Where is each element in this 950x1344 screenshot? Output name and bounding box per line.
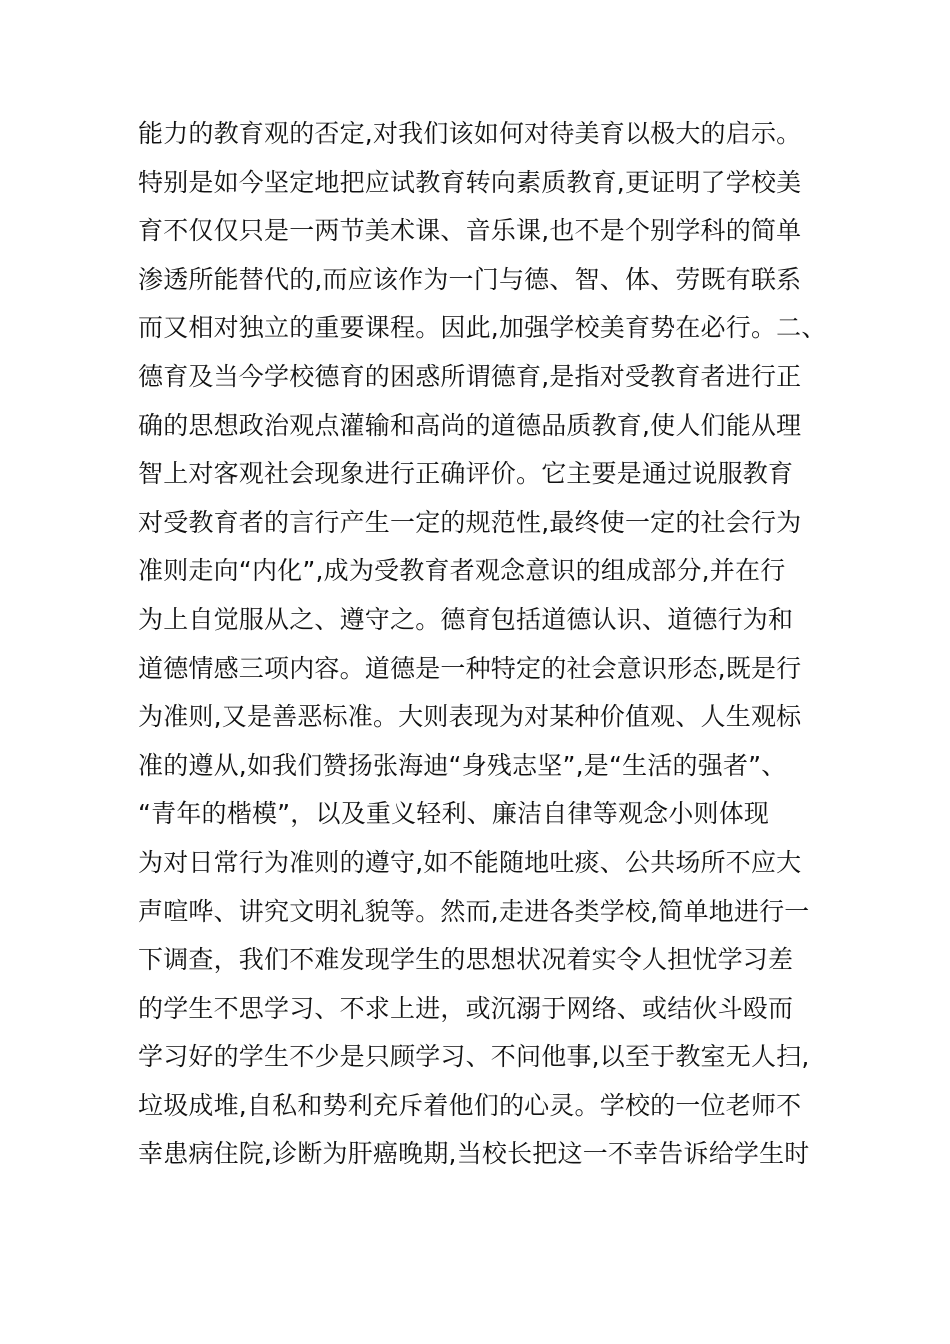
text-line: 为对日常行为准则的遵守,如不能随地吐痰、公共场所不应大 bbox=[138, 847, 802, 877]
text-line: 为准则,又是善恶标准。大则表现为对某种价值观、人生观标 bbox=[138, 702, 802, 732]
text-line: 道德情感三项内容。道德是一种特定的社会意识形态,既是行 bbox=[138, 653, 802, 683]
text-line: 的学生不思学习、不求上进，或沉溺于网络、或结伙斗殴而 bbox=[138, 993, 794, 1023]
text-line: 为上自觉服从之、遵守之。德育包括道德认识、道德行为和 bbox=[138, 604, 794, 634]
text-line: 智上对客观社会现象进行正确评价。它主要是通过说服教育 bbox=[138, 459, 794, 489]
text-line: 而又相对独立的重要课程。因此,加强学校美育势在必行。二、 bbox=[138, 313, 827, 343]
text-line: 渗透所能替代的,而应该作为一门与德、智、体、劳既有联系 bbox=[138, 264, 802, 294]
text-line: 育不仅仅只是一两节美术课、音乐课,也不是个别学科的简单 bbox=[138, 216, 802, 246]
text-line: 特别是如今坚定地把应试教育转向素质教育,更证明了学校美 bbox=[138, 167, 802, 197]
body-text bbox=[138, 110, 838, 1179]
text-line: 对受教育者的言行产生一定的规范性,最终使一定的社会行为 bbox=[138, 507, 802, 537]
text-line: “青年的楷模”，以及重义轻利、廉洁自律等观念小则体现 bbox=[138, 799, 770, 829]
text-line: 德育及当今学校德育的困惑所谓德育,是指对受教育者进行正 bbox=[138, 361, 802, 391]
text-line: 准则走向“内化”,成为受教育者观念意识的组成部分,并在行 bbox=[138, 556, 786, 586]
text-line: 学习好的学生不少是只顾学习、不问他事,以至于教室无人扫, bbox=[138, 1042, 810, 1072]
text-line: 垃圾成堆,自私和势利充斥着他们的心灵。学校的一位老师不 bbox=[138, 1090, 802, 1120]
text-line: 准的遵从,如我们赞扬张海迪“身残志坚”,是“生活的强者”、 bbox=[138, 750, 787, 780]
text-line: 确的思想政治观点灌输和高尚的道德品质教育,使人们能从理 bbox=[138, 410, 802, 440]
text-line: 幸患病住院,诊断为肝癌晚期,当校长把这一不幸告诉给学生时 bbox=[138, 1139, 810, 1169]
text-line: 能力的教育观的否定,对我们该如何对待美育以极大的启示。 bbox=[138, 119, 802, 148]
text-line: 下调查，我们不难发现学生的思想状况着实令人担忧学习差 bbox=[138, 945, 794, 975]
text-line: 声喧哗、讲究文明礼貌等。然而,走进各类学校,简单地进行一 bbox=[138, 896, 810, 926]
